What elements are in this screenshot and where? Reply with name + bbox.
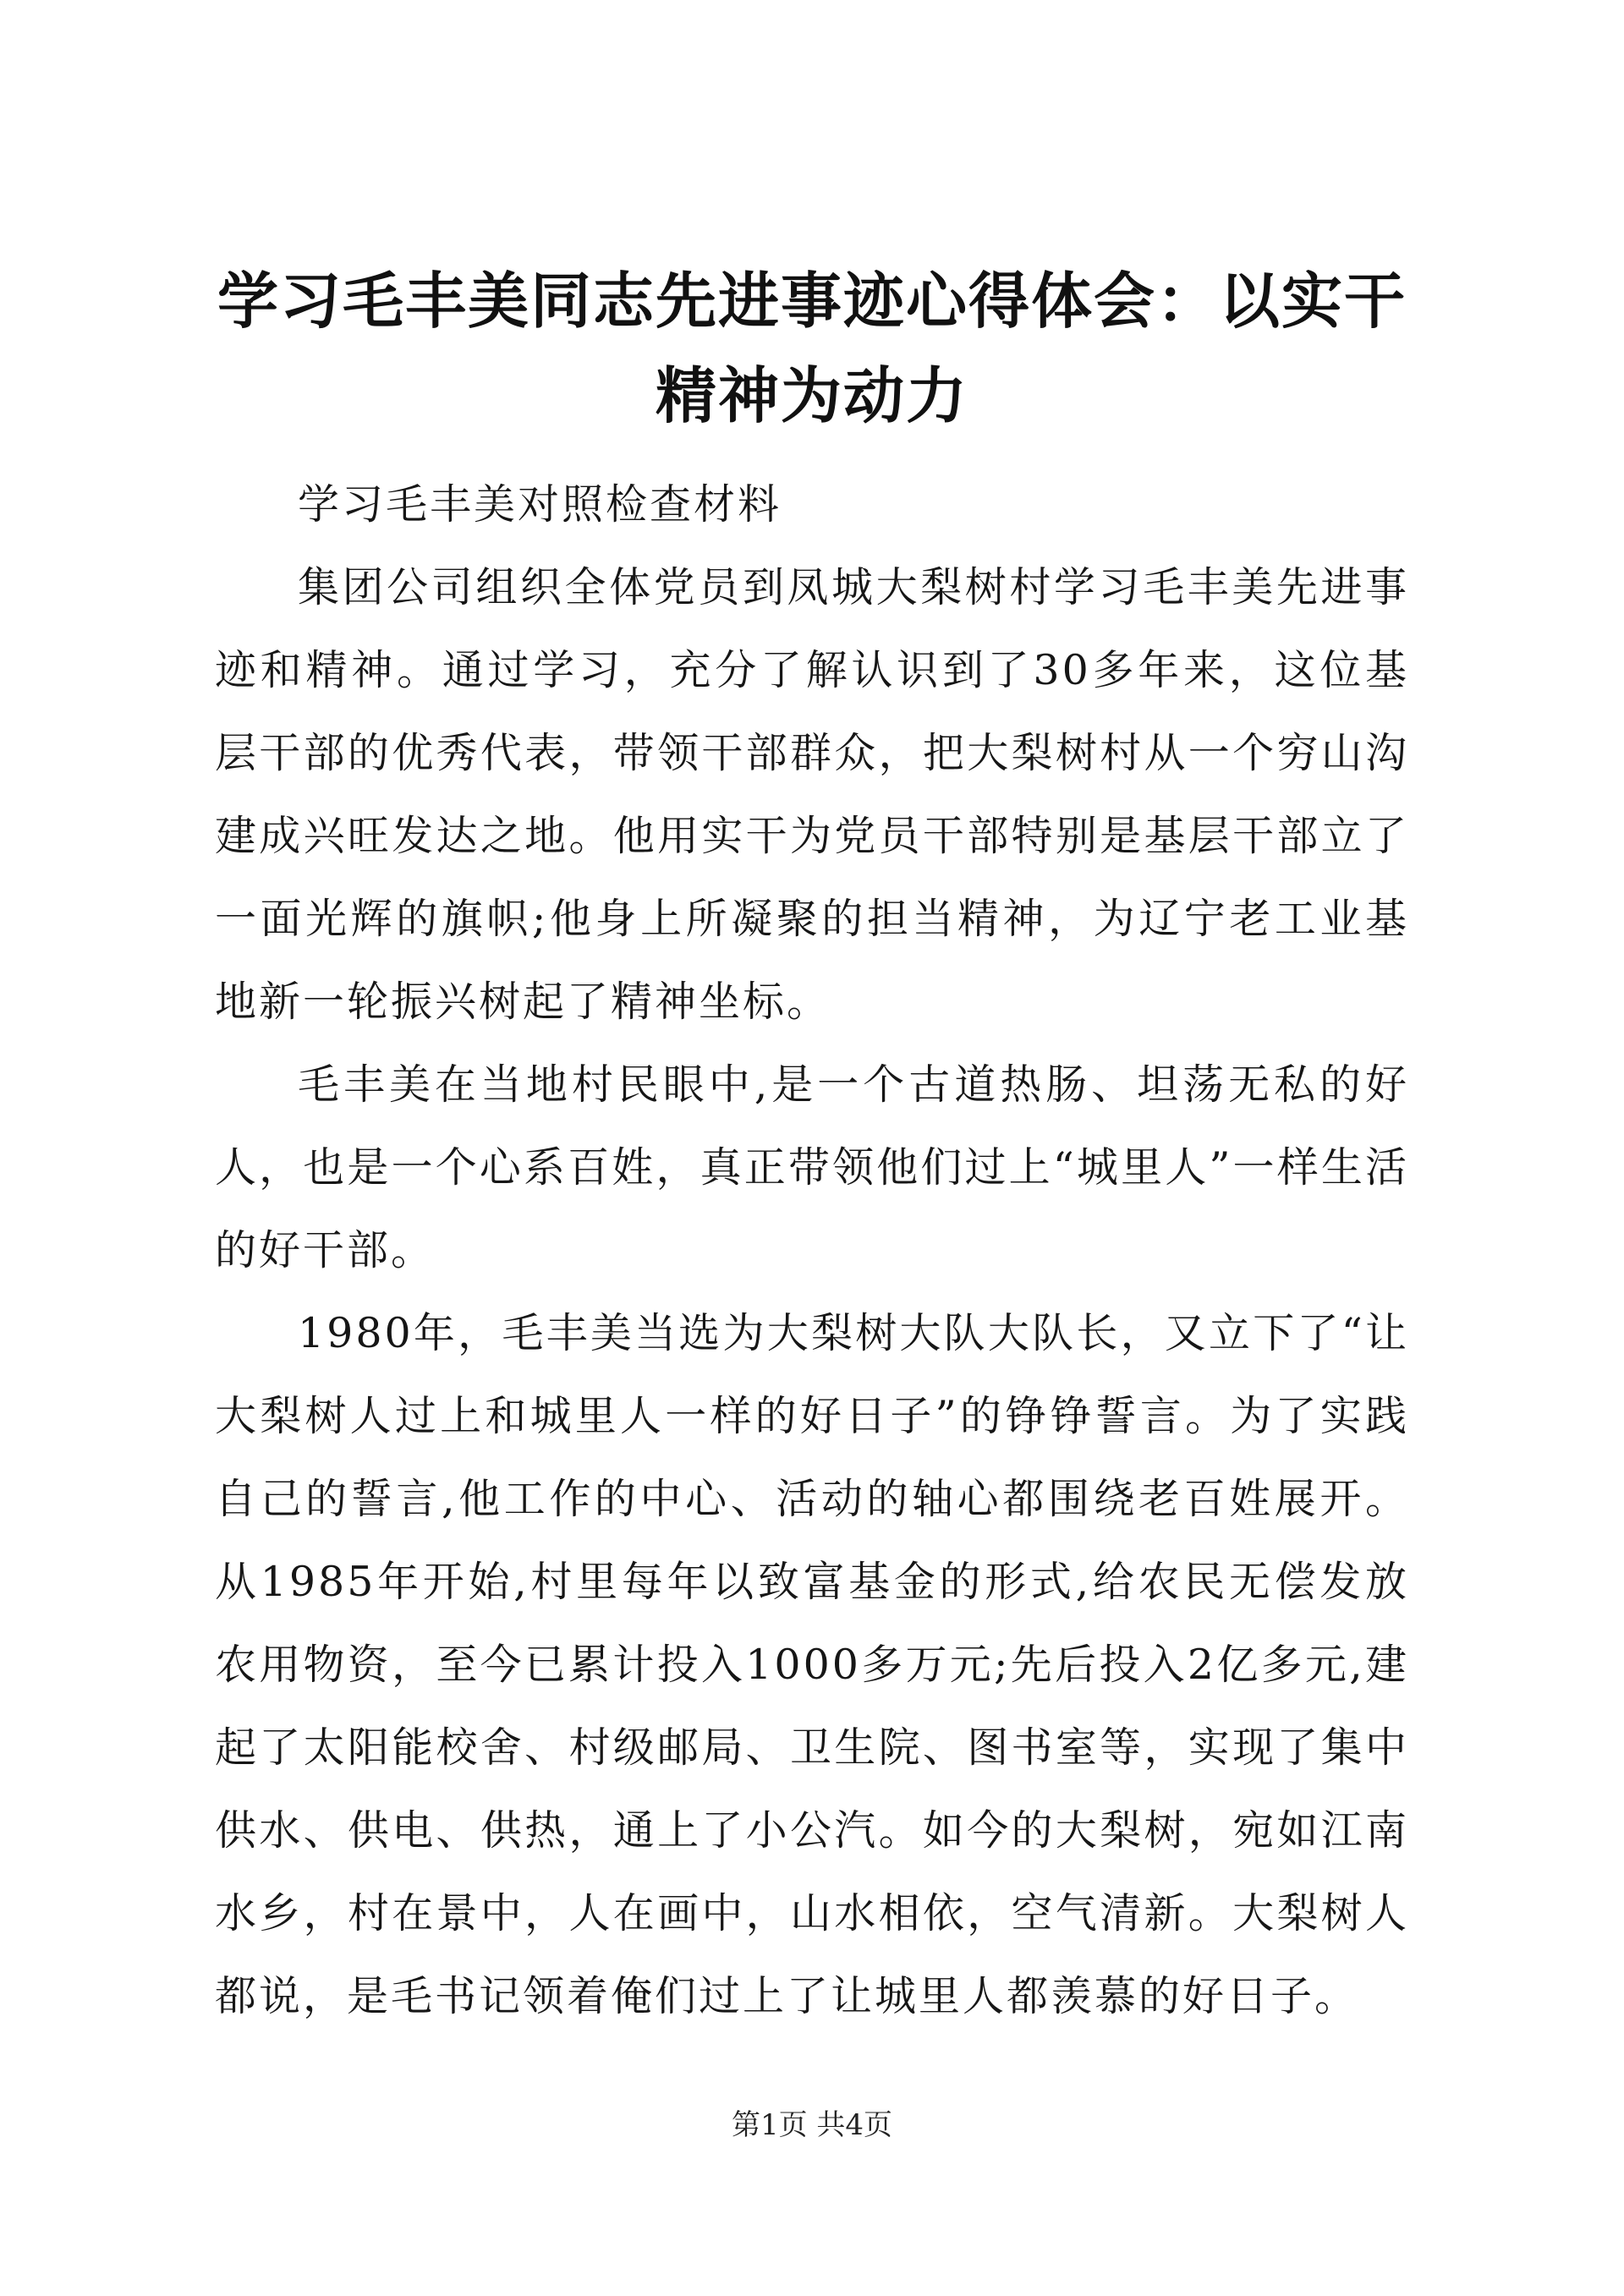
subtitle-paragraph: 学习毛丰美对照检查材料 [298,480,782,529]
page-footer: 第1页 共4页 [731,2108,893,2142]
body-paragraph: 1980年，毛丰美当选为大梨树大队大队长，又立下了“让大梨树人过上和城里人一样的好日子”的铮铮誓言。为了实践自己的誓言,他工作的中心、活动的轴心都围绕老百姓展开。从1985年开始,村里每年以致富基金的形式,给农民无偿发放农用物资，至今已累计投入1000多万元;先后投入2亿多元,建起了太阳能校舍、村级邮局、卫生院、图书室等，实现了集中供水、供电、供热，通上了小公汽。如今的大梨树，宛如江南水乡，村在景中，人在画中，山水相依，空气清新。大梨树人都说，是毛书记领着俺们过上了让城里人都羡慕的好日子。 [215,1309,1409,2020]
document-body [215,463,1409,2038]
body-paragraph: 集团公司组织全体党员到凤城大梨树村学习毛丰美先进事迹和精神。通过学习，充分了解认识到了30多年来，这位基层干部的优秀代表，带领干部群众，把大梨树村从一个穷山沟建成兴旺发达之地。他用实干为党员干部特别是基层干部立了一面光辉的旗帜;他身上所凝聚的担当精神，为辽宁老工业基地新一轮振兴树起了精神坐标。 [215,563,1409,1026]
body-paragraph: 毛丰美在当地村民眼中,是一个古道热肠、坦荡无私的好人，也是一个心系百姓，真正带领他们过上“城里人”一样生活的好干部。 [215,1060,1409,1274]
document-title: 学习毛丰美同志先进事迹心得体会：以实干精神为动力 [217,265,1407,431]
